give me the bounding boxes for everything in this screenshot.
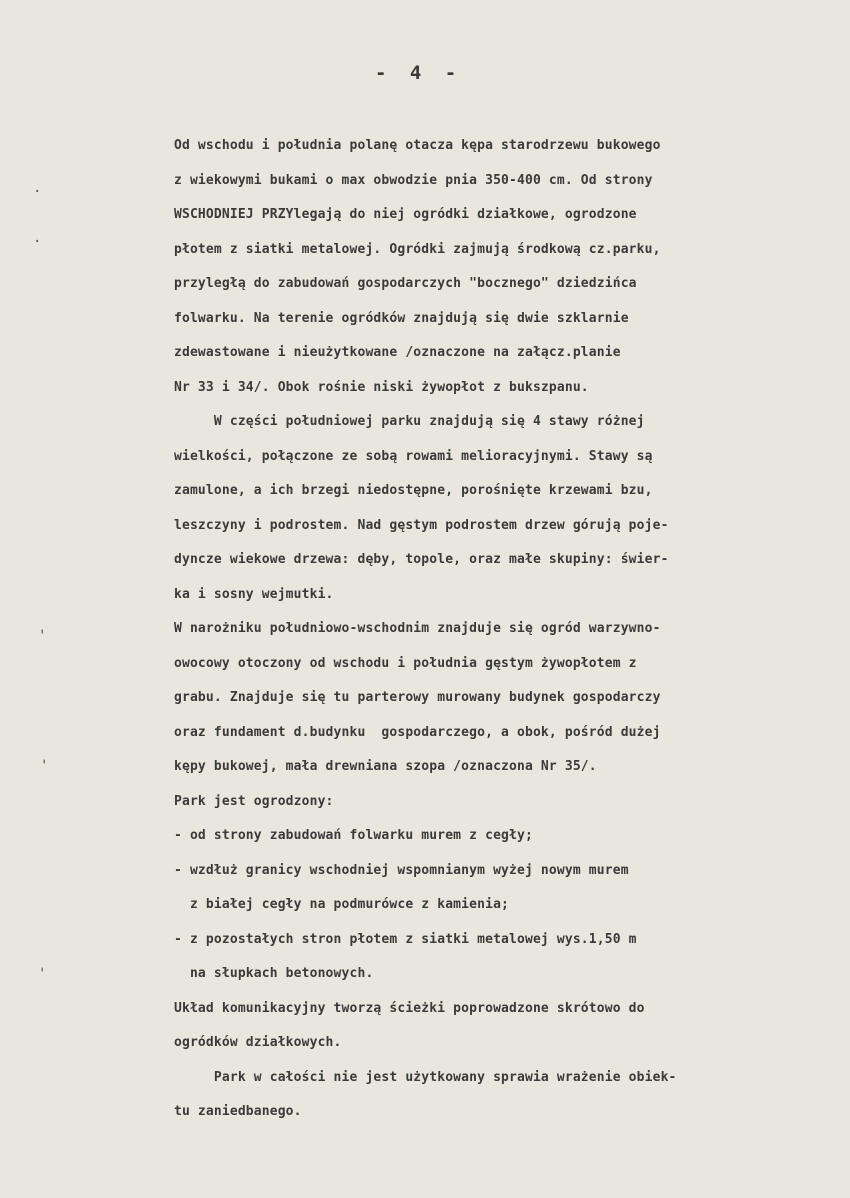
- text-line: z białej cegły na podmurówce z kamienia;: [174, 897, 510, 912]
- text-line: wielkości, połączone ze sobą rowami melioracyjnymi. Stawy są: [174, 448, 653, 464]
- text-line: ogródków działkowych.: [174, 1035, 342, 1050]
- text-line: kępy bukowej, mała drewniana szopa /oznaczona Nr 35/.: [174, 759, 597, 774]
- margin-mark: ': [38, 628, 47, 644]
- text-line: - z pozostałych stron płotem z siatki metalowej wys.1,50 m: [174, 931, 637, 947]
- margin-mark: .: [33, 230, 42, 246]
- text-line: zamulone, a ich brzegi niedostępne, porośnięte krzewami bzu,: [174, 483, 653, 498]
- text-line: Układ komunikacyjny tworzą ścieżki poprowadzone skrótowo do: [174, 1000, 645, 1016]
- text-line: W części południowej parku znajdują się 4 stawy różnej: [174, 414, 645, 429]
- text-line: - od strony zabudowań folwarku murem z cegły;: [174, 828, 533, 843]
- margin-mark: .: [33, 180, 42, 196]
- text-line: grabu. Znajduje się tu parterowy murowany budynek gospodarczy: [174, 690, 661, 705]
- text-line: WSCHODNIEJ PRZYlegają do niej ogródki działkowe, ogrodzone: [174, 207, 637, 222]
- margin-mark: ': [40, 758, 49, 774]
- text-line: dyncze wiekowe drzewa: dęby, topole, oraz małe skupiny: świer-: [174, 552, 669, 567]
- text-line: płotem z siatki metalowej. Ogródki zajmują środkową cz.parku,: [174, 241, 661, 257]
- text-line: na słupkach betonowych.: [174, 966, 374, 981]
- text-line: Park jest ogrodzony:: [174, 793, 334, 809]
- margin-mark: ': [38, 966, 47, 982]
- text-line: z wiekowymi bukami o max obwodzie pnia 350-400 cm. Od strony: [174, 172, 653, 188]
- body-text: [174, 129, 824, 1130]
- text-line: przyległą do zabudowań gospodarczych "bocznego" dziedzińca: [174, 276, 637, 291]
- text-line: - wzdłuż granicy wschodniej wspomnianym wyżej nowym murem: [174, 862, 629, 878]
- text-line: folwarku. Na terenie ogródków znajdują się dwie szklarnie: [174, 310, 629, 326]
- text-line: owocowy otoczony od wschodu i południa gęstym żywopłotem z: [174, 655, 637, 671]
- text-line: tu zaniedbanego.: [174, 1104, 302, 1119]
- text-line: ka i sosny wejmutki.: [174, 586, 334, 602]
- text-line: Nr 33 i 34/. Obok rośnie niski żywopłot z bukszpanu.: [174, 379, 589, 395]
- text-line: leszczyny i podrostem. Nad gęstym podrostem drzew górują poje-: [174, 517, 669, 533]
- page-number: - 4 -: [375, 62, 463, 84]
- text-line: oraz fundament d.budynku gospodarczego, a obok, pośród dużej: [174, 724, 661, 740]
- text-line: zdewastowane i nieużytkowane /oznaczone na załącz.planie: [174, 345, 621, 360]
- text-line: Od wschodu i południa polanę otacza kępa starodrzewu bukowego: [174, 138, 661, 153]
- text-line: W narożniku południowo-wschodnim znajduje się ogród warzywno-: [174, 621, 661, 636]
- text-line: Park w całości nie jest użytkowany sprawia wrażenie obiek-: [174, 1069, 677, 1085]
